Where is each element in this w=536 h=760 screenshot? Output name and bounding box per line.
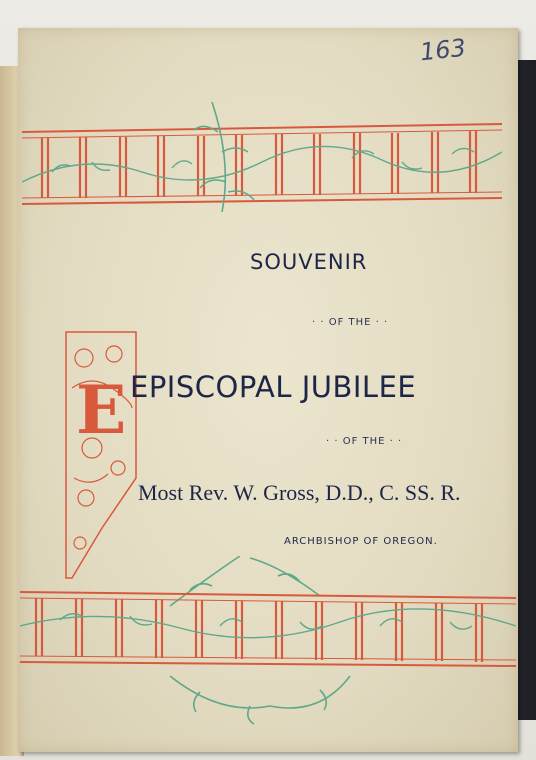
illuminated-initial xyxy=(62,328,140,584)
top-ornament-band xyxy=(22,102,502,212)
bottom-wreath-lower xyxy=(170,676,350,724)
of-the-divider-1: · · OF THE · · xyxy=(312,317,389,328)
page-number: 163 xyxy=(418,33,468,67)
bottom-ornament-band xyxy=(20,556,516,726)
title-souvenir: SOUVENIR xyxy=(250,250,368,274)
bottom-wreath-top xyxy=(170,556,320,606)
title-episcopal-jubilee: EPISCOPAL JUBILEE xyxy=(130,370,417,404)
bottom-band-bars xyxy=(36,598,482,662)
top-band-vines xyxy=(22,146,502,182)
honoree-name: Most Rev. W. Gross, D.D., C. SS. R. xyxy=(138,480,461,505)
honoree-position: ARCHBISHOP OF OREGON. xyxy=(284,536,438,547)
svg-text:E: E xyxy=(76,371,127,449)
of-the-divider-2: · · OF THE · · xyxy=(326,436,403,447)
